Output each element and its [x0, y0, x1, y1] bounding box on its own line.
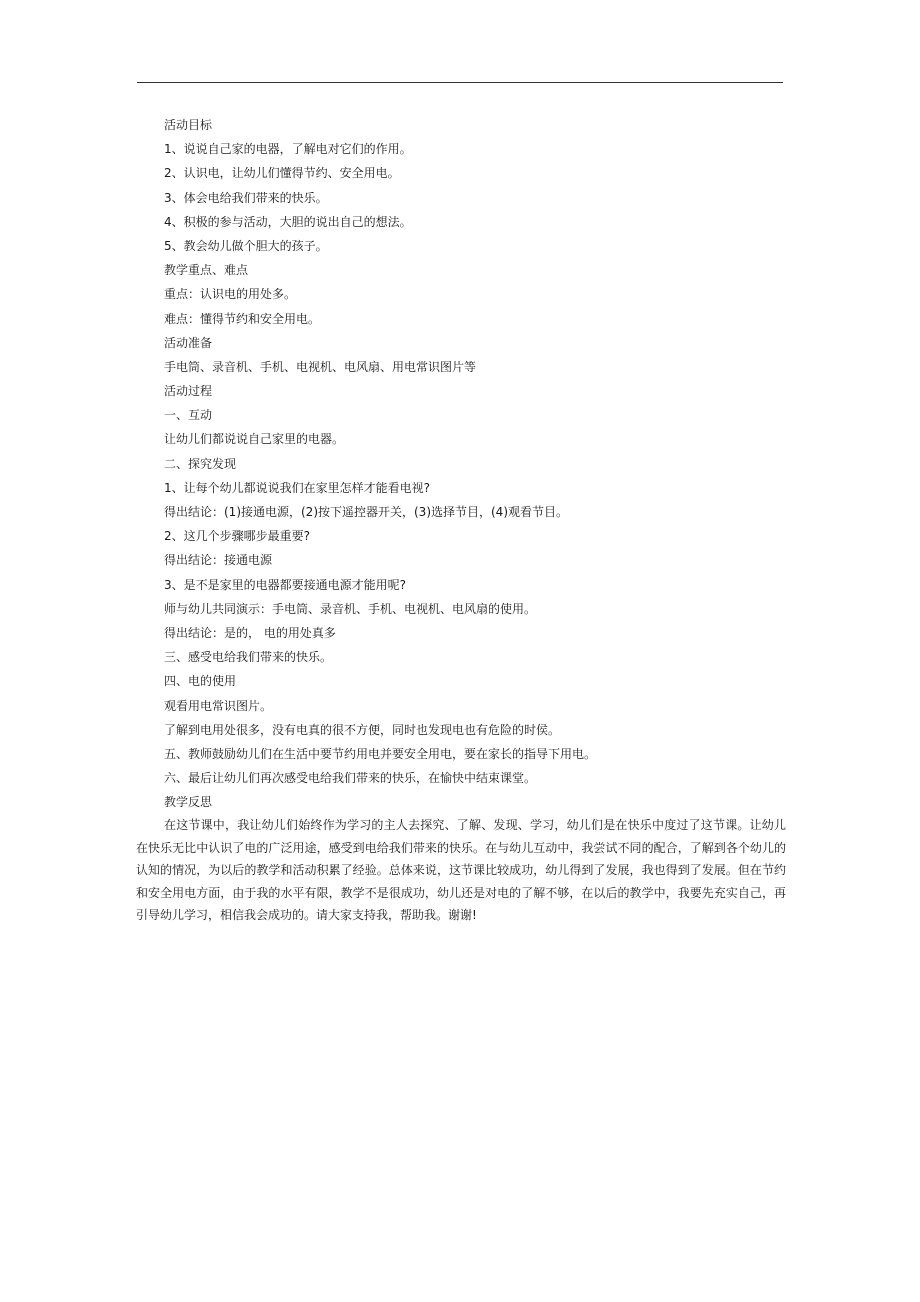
- key-point: 重点：认识电的用处多。: [164, 287, 297, 302]
- goal-item: 4、积极的参与活动，大胆的说出自己的想法。: [164, 214, 412, 229]
- process-step-heading: 二、探究发现: [164, 456, 237, 471]
- reflection-paragraph: 在这节课中，我让幼儿们始终作为学习的主人去探究、了解、发现、学习，幼儿们是在快乐中度过了这节课。让幼儿在快乐无比中认识了电的广泛用途，感受到电给我们带来的快乐。在与幼儿互动中，我尝试不同的配合，了解到各个幼儿的认知的情况，为以后的教学和活动积累了经验。总体来说，这节课比较成功，幼儿得到了发展，我也得到了发展。但在节约和安全用电方面，由于我的水平有限，教学不是很成功，幼儿还是对电的了解不够，在以后的教学中，我要先充实自己，再引导幼儿学习，相信我会成功的。请大家支持我，帮助我。谢谢!: [136, 818, 786, 923]
- process-step-heading: 一、互动: [164, 408, 213, 423]
- process-text: 了解到电用处很多，没有电真的很不方便，同时也发现电也有危险的时侯。: [164, 722, 561, 737]
- process-conclusion: 得出结论：是的， 电的用处真多: [164, 625, 336, 640]
- document-body: [136, 113, 786, 939]
- process-conclusion: 得出结论：(1)接通电源，(2)按下遥控器开关，(3)选择节目，(4)观看节目。: [164, 505, 568, 519]
- process-step-heading: 三、感受电给我们带来的快乐。: [164, 650, 333, 665]
- process-conclusion: 得出结论：接通电源: [164, 553, 273, 568]
- section-heading-key-points: 教学重点、难点: [164, 263, 249, 278]
- process-text: 师与幼儿共同演示：手电筒、录音机、手机、电视机、电风扇的使用。: [164, 601, 537, 616]
- section-heading-process: 活动过程: [164, 384, 213, 399]
- process-question: 1、让每个幼儿都说说我们在家里怎样才能看电视?: [164, 480, 431, 495]
- materials-list: 手电筒、录音机、手机、电视机、电风扇、用电常识图片等: [164, 359, 477, 374]
- section-heading-goals: 活动目标: [164, 118, 213, 132]
- process-step-heading: 六、最后让幼儿们再次感受电给我们带来的快乐，在愉快中结束课堂。: [164, 771, 537, 786]
- process-question: 2、这几个步骤哪步最重要?: [164, 529, 311, 544]
- process-text: 让幼儿们都说说自己家里的电器。: [164, 432, 345, 447]
- process-step-heading: 四、电的使用: [164, 674, 237, 689]
- header-rule: [137, 82, 783, 83]
- section-heading-reflection: 教学反思: [164, 795, 213, 810]
- goal-item: 1、说说自己家的电器，了解电对它们的作用。: [164, 142, 412, 157]
- process-step-heading: 五、教师鼓励幼儿们在生活中要节约用电并要安全用电，要在家长的指导下用电。: [164, 746, 597, 761]
- goal-item: 2、认识电，让幼儿们懂得节约、安全用电。: [164, 166, 400, 181]
- section-heading-preparation: 活动准备: [164, 335, 213, 350]
- process-text: 观看用电常识图片。: [164, 698, 273, 713]
- goal-item: 5、教会幼儿做个胆大的孩子。: [164, 238, 328, 253]
- difficult-point: 难点：懂得节约和安全用电。: [164, 311, 321, 326]
- goal-item: 3、体会电给我们带来的快乐。: [164, 190, 328, 205]
- process-question: 3、是不是家里的电器都要接通电源才能用呢?: [164, 577, 407, 592]
